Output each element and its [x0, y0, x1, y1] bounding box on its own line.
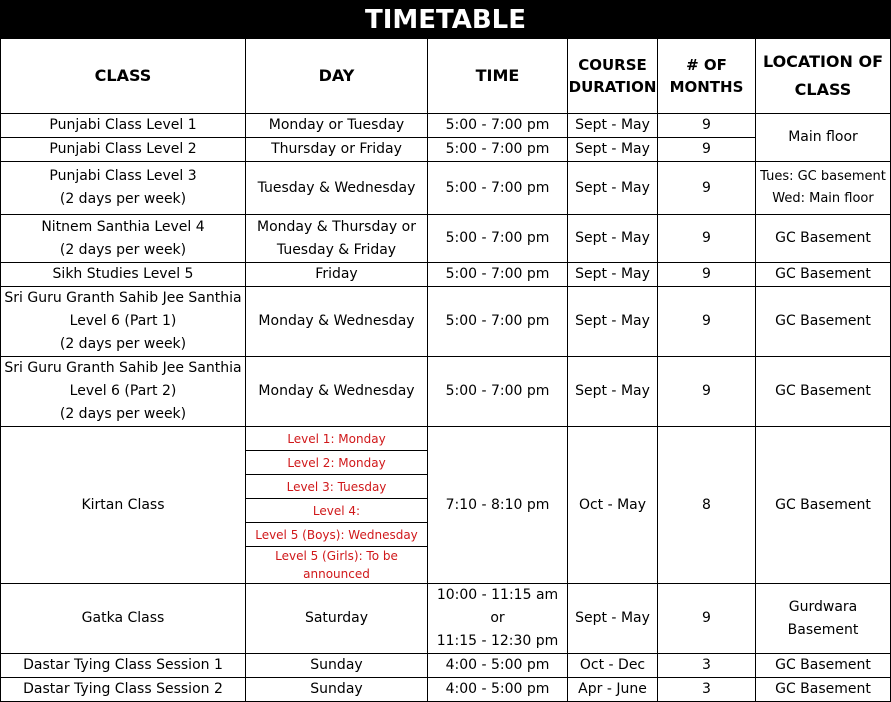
kirtan-day-cell: Level 2: Monday	[246, 451, 428, 475]
time-cell-line: 5:00 - 7:00 pm	[445, 230, 550, 246]
time-cell-line: 5:00 - 7:00 pm	[445, 383, 550, 399]
class-cell-line: Punjabi Class Level 3	[49, 168, 197, 184]
class-cell	[1, 263, 246, 287]
location-cell	[756, 584, 891, 654]
time-cell-line: 7:10 - 8:10 pm	[445, 496, 550, 513]
time-cell	[428, 584, 568, 654]
class-cell	[1, 678, 246, 702]
location-cell	[756, 427, 891, 584]
day-cell-line: Tuesday & Wednesday	[257, 179, 416, 196]
class-cell	[1, 138, 246, 162]
class-cell	[1, 287, 246, 357]
table-row	[1, 263, 891, 287]
header-day: DAY	[246, 39, 428, 114]
header-row	[1, 39, 891, 114]
location-cell-line: GC Basement	[775, 496, 871, 513]
class-cell-line: Nitnem Santhia Level 4	[41, 218, 205, 235]
class-cell	[1, 654, 246, 678]
class-cell-line: (2 days per week)	[59, 336, 187, 352]
duration-cell: Sept - May	[568, 263, 658, 287]
class-cell-line: Kirtan Class	[81, 496, 165, 513]
header-location-line2: CLASS	[794, 80, 852, 99]
table-row	[1, 427, 891, 451]
timetable-table	[0, 38, 891, 702]
duration-cell: Sept - May	[568, 162, 658, 215]
day-cell-line: Tuesday & Friday	[276, 241, 397, 258]
duration-cell: Sept - May	[568, 584, 658, 654]
day-cell	[246, 584, 428, 654]
table-row	[1, 162, 891, 215]
location-cell-line: GC Basement	[775, 313, 871, 329]
class-cell-line: Level 6 (Part 2)	[69, 383, 177, 399]
months-cell: 9	[658, 287, 756, 357]
table-row	[1, 357, 891, 427]
duration-cell: Sept - May	[568, 287, 658, 357]
day-cell-line: Thursday or Friday	[271, 141, 402, 157]
months-cell: 3	[658, 654, 756, 678]
day-cell-line: Monday & Wednesday	[258, 383, 415, 399]
time-cell	[428, 654, 568, 678]
location-cell-line: GC Basement	[775, 657, 871, 673]
time-cell-line: 5:00 - 7:00 pm	[445, 266, 550, 282]
time-cell	[428, 678, 568, 702]
table-row	[1, 654, 891, 678]
location-cell	[756, 654, 891, 678]
location-cell-line: Main floor	[788, 129, 858, 145]
day-cell	[246, 114, 428, 138]
time-cell-line: 5:00 - 7:00 pm	[445, 313, 550, 329]
header-months	[658, 39, 756, 114]
time-cell	[428, 427, 568, 584]
location-cell-line: GC Basement	[775, 681, 871, 697]
class-cell	[1, 584, 246, 654]
class-cell-line: Punjabi Class Level 2	[49, 141, 197, 157]
location-cell	[756, 263, 891, 287]
day-cell	[246, 287, 428, 357]
table-row	[1, 678, 891, 702]
location-cell-line: Wed: Main floor	[772, 191, 874, 206]
table-row	[1, 584, 891, 654]
class-cell-line: Gatka Class	[81, 610, 165, 626]
class-cell-line: Dastar Tying Class Session 1	[23, 657, 223, 673]
class-cell-line: Sikh Studies Level 5	[52, 266, 194, 282]
time-cell-line: 4:00 - 5:00 pm	[445, 657, 550, 673]
months-cell: 9	[658, 162, 756, 215]
location-cell-line: Gurdwara	[788, 598, 858, 615]
header-months-line1: # OF	[686, 56, 727, 74]
day-cell-line: Saturday	[304, 610, 369, 626]
kirtan-day-cell: Level 1: Monday	[246, 427, 428, 451]
time-cell	[428, 287, 568, 357]
duration-cell: Sept - May	[568, 138, 658, 162]
header-time: TIME	[428, 39, 568, 114]
header-course-duration-line2: DURATION	[568, 78, 657, 96]
months-cell: 3	[658, 678, 756, 702]
duration-cell: Sept - May	[568, 215, 658, 263]
location-cell	[756, 357, 891, 427]
class-cell	[1, 357, 246, 427]
kirtan-day-cell: Level 5 (Girls): To be announced	[246, 547, 428, 584]
location-cell	[756, 678, 891, 702]
location-cell	[756, 114, 891, 162]
header-course-duration	[568, 39, 658, 114]
table-row	[1, 287, 891, 357]
time-cell-line: 5:00 - 7:00 pm	[445, 179, 550, 196]
day-cell	[246, 263, 428, 287]
location-cell-line: GC Basement	[775, 383, 871, 399]
day-cell	[246, 654, 428, 678]
duration-cell: Oct - Dec	[568, 654, 658, 678]
day-cell	[246, 215, 428, 263]
months-cell: 8	[658, 427, 756, 584]
class-cell	[1, 114, 246, 138]
time-cell-line: 4:00 - 5:00 pm	[445, 681, 550, 697]
class-cell	[1, 162, 246, 215]
class-cell-line: (2 days per week)	[59, 191, 187, 207]
page-title: TIMETABLE	[0, 0, 891, 39]
months-cell: 9	[658, 215, 756, 263]
class-cell-line: Sri Guru Granth Sahib Jee Santhia	[4, 360, 242, 376]
class-cell-line: Sri Guru Granth Sahib Jee Santhia	[4, 290, 242, 306]
day-cell-line: Sunday	[310, 657, 363, 673]
kirtan-day-cell: Level 5 (Boys): Wednesday	[246, 523, 428, 547]
location-cell-line: Basement	[787, 621, 859, 638]
day-cell	[246, 357, 428, 427]
header-location-line1: LOCATION OF	[762, 52, 884, 71]
duration-cell: Sept - May	[568, 357, 658, 427]
day-cell	[246, 678, 428, 702]
class-cell	[1, 215, 246, 263]
day-cell	[246, 162, 428, 215]
time-cell-line: 5:00 - 7:00 pm	[445, 141, 550, 157]
day-cell	[246, 138, 428, 162]
time-cell-line: 11:15 - 12:30 pm	[436, 633, 559, 649]
months-cell: 9	[658, 138, 756, 162]
time-cell	[428, 138, 568, 162]
location-cell-line: GC Basement	[775, 230, 871, 246]
time-cell	[428, 263, 568, 287]
header-course-duration-line1: COURSE	[578, 56, 647, 74]
kirtan-day-cell: Level 4:	[246, 499, 428, 523]
location-cell	[756, 215, 891, 263]
day-cell-line: Monday & Thursday or	[257, 218, 416, 235]
time-cell	[428, 357, 568, 427]
time-cell-line: 5:00 - 7:00 pm	[445, 117, 550, 133]
header-months-line2: MONTHS	[669, 78, 744, 96]
class-cell-line: (2 days per week)	[59, 241, 187, 258]
duration-cell: Sept - May	[568, 114, 658, 138]
time-cell	[428, 114, 568, 138]
duration-cell: Apr - June	[568, 678, 658, 702]
class-cell-line: Punjabi Class Level 1	[49, 117, 197, 133]
class-cell-line: Dastar Tying Class Session 2	[23, 681, 223, 697]
location-cell	[756, 162, 891, 215]
timetable-body	[1, 114, 891, 702]
table-row	[1, 114, 891, 138]
time-cell	[428, 215, 568, 263]
kirtan-day-cell: Level 3: Tuesday	[246, 475, 428, 499]
months-cell: 9	[658, 357, 756, 427]
months-cell: 9	[658, 584, 756, 654]
day-cell-line: Monday & Wednesday	[258, 313, 415, 329]
class-cell-line: Level 6 (Part 1)	[69, 313, 177, 329]
time-cell-line: 10:00 - 11:15 am or	[436, 587, 559, 626]
time-cell	[428, 162, 568, 215]
day-cell-line: Monday or Tuesday	[268, 117, 405, 133]
header-class: CLASS	[1, 39, 246, 114]
duration-cell: Oct - May	[568, 427, 658, 584]
table-row	[1, 215, 891, 263]
day-cell-line: Friday	[315, 266, 358, 282]
months-cell: 9	[658, 114, 756, 138]
day-cell-line: Sunday	[310, 681, 363, 697]
location-cell	[756, 287, 891, 357]
location-cell-line: Tues: GC basement	[760, 169, 886, 184]
header-location	[756, 39, 891, 114]
class-cell	[1, 427, 246, 584]
location-cell-line: GC Basement	[775, 266, 871, 282]
class-cell-line: (2 days per week)	[59, 406, 187, 422]
months-cell: 9	[658, 263, 756, 287]
